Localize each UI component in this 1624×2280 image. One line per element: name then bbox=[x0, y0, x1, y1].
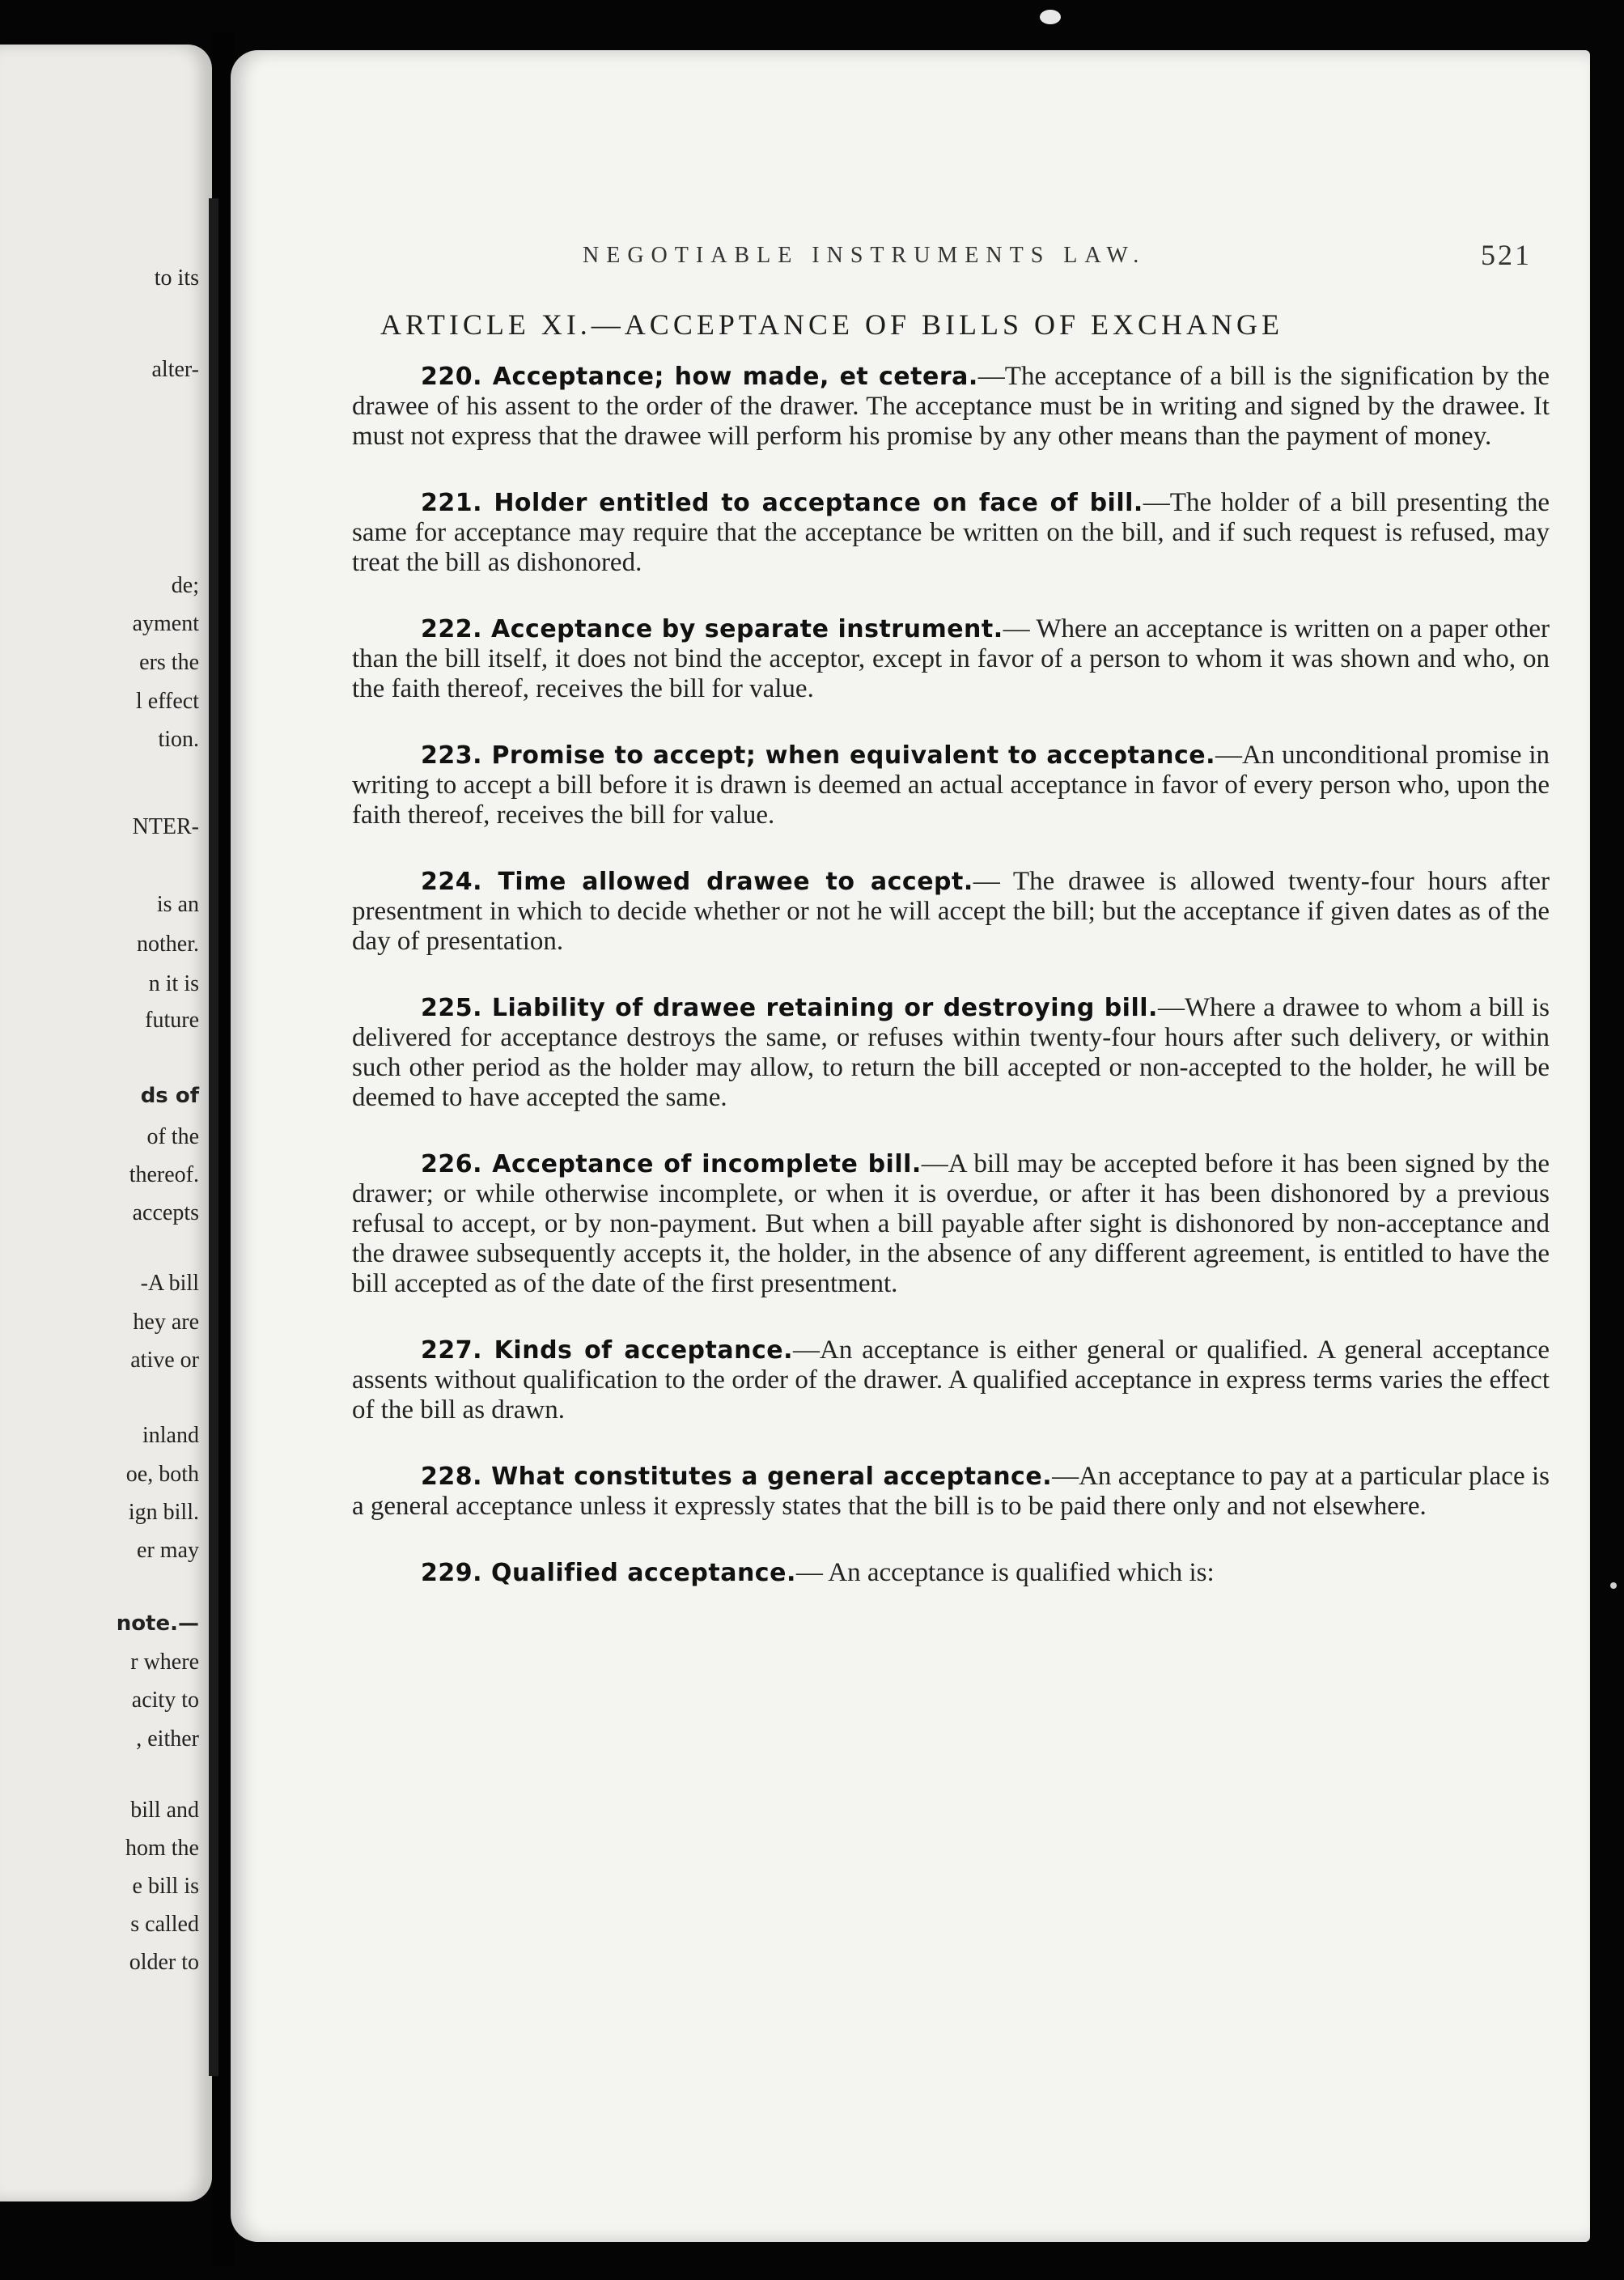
section-heading: 229. Qualified acceptance. bbox=[421, 1559, 796, 1587]
section-body: —A bill may be accepted before it has been signed by the drawer; or while otherwise incomplete, or when it is overdue, or after it has been dishonored by a previous refusal to accept, or by non-payment. But when a bill payable after sight is dishonored by non-acceptance and the drawee subsequently accepts it, the holder, in the absence of any different agreement, is entitled to have the bill accepted as of the date of the first presentment. bbox=[352, 1149, 1550, 1298]
section-heading: 224. Time allowed drawee to accept. bbox=[421, 868, 973, 896]
section-heading: 221. Holder entitled to acceptance on face of bill. bbox=[421, 489, 1143, 517]
article-title: ARTICLE XI.—ACCEPTANCE OF BILLS OF EXCHANGE bbox=[380, 308, 1283, 341]
section-paragraph bbox=[352, 1558, 1550, 1588]
left-page-fragment: hey are bbox=[133, 1310, 199, 1335]
section-heading: 226. Acceptance of incomplete bill. bbox=[421, 1150, 922, 1178]
section-heading: 225. Liability of drawee retaining or destroying bill. bbox=[421, 994, 1158, 1022]
left-page-fragment: , either bbox=[136, 1726, 199, 1751]
section-paragraph bbox=[352, 1462, 1550, 1522]
left-page-fragment: accepts bbox=[132, 1200, 199, 1225]
left-page-fragment: ers the bbox=[139, 650, 199, 675]
section-body: —An unconditional promise in writing to accept a bill before it is drawn is deemed an actual acceptance in favor of every person who, upon the faith thereof, receives the bill for value. bbox=[352, 741, 1550, 830]
running-head-title: NEGOTIABLE INSTRUMENTS LAW. bbox=[583, 243, 1147, 268]
section bbox=[352, 614, 1550, 704]
left-page-fragment: r where bbox=[130, 1649, 199, 1675]
section-paragraph bbox=[352, 867, 1550, 957]
section-body: —Where a drawee to whom a bill is delivered for acceptance destroys the same, or refuses within twenty-four hours after such delivery, or within such other period as the holder may allow, to return the bill accepted or non-accepted to the holder, he will be deemed to have accepted the same. bbox=[352, 993, 1550, 1112]
section-heading: 223. Promise to accept; when equivalent to acceptance. bbox=[421, 741, 1215, 770]
left-page-fragment: ds of bbox=[140, 1084, 199, 1108]
left-page-fragment: inland bbox=[142, 1423, 199, 1448]
left-page-fragment: NTER- bbox=[132, 814, 199, 839]
right-page bbox=[231, 50, 1590, 2242]
left-page-fragment: bill and bbox=[130, 1798, 199, 1823]
section bbox=[352, 741, 1550, 830]
section-paragraph bbox=[352, 993, 1550, 1113]
section-paragraph bbox=[352, 488, 1550, 578]
left-page-fragment: ayment bbox=[132, 611, 199, 636]
section-paragraph bbox=[352, 741, 1550, 830]
section-body: —An acceptance is either general or qualified. A general acceptance assents without qualification to the order of the drawer. A qualified acceptance in express terms varies the effect of the bill as drawn. bbox=[352, 1335, 1550, 1424]
running-head bbox=[583, 239, 1554, 271]
left-page-fragment: note.— bbox=[116, 1611, 199, 1636]
left-page-fragment: tion. bbox=[158, 727, 199, 752]
left-page-fragment: of the bbox=[146, 1124, 199, 1149]
left-page-fragment: oe, both bbox=[125, 1462, 199, 1487]
left-page-fragment: e bill is bbox=[132, 1874, 199, 1899]
left-page-fragment: ign bill. bbox=[128, 1500, 199, 1525]
left-page bbox=[0, 45, 212, 2201]
section-paragraph bbox=[352, 1149, 1550, 1299]
left-page-fragment: alter- bbox=[151, 357, 199, 382]
left-page-fragment: n it is bbox=[148, 971, 199, 996]
section-heading: 222. Acceptance by separate instrument. bbox=[421, 615, 1003, 643]
section bbox=[352, 867, 1550, 957]
left-page-fragment: de; bbox=[171, 573, 199, 598]
left-page-fragment: s called bbox=[130, 1912, 199, 1937]
section bbox=[352, 362, 1550, 452]
left-page-fragment: l effect bbox=[136, 689, 199, 714]
dust-speck bbox=[1040, 10, 1061, 24]
left-page-fragment: thereof. bbox=[129, 1162, 199, 1187]
dust-speck bbox=[1610, 1582, 1617, 1589]
left-page-fragment: is an bbox=[156, 892, 199, 917]
left-page-fragment: -A bill bbox=[140, 1271, 199, 1296]
section-body: — Where an acceptance is written on a paper other than the bill itself, it does not bind the acceptor, except in favor of a person to whom it was shown and who, on the faith thereof, receives the bill for value. bbox=[352, 614, 1550, 703]
text-column bbox=[352, 362, 1550, 1624]
left-page-fragment: future bbox=[145, 1008, 199, 1033]
section bbox=[352, 1149, 1550, 1299]
left-page-fragment: nother. bbox=[137, 932, 199, 957]
section bbox=[352, 488, 1550, 578]
left-page-fragment: older to bbox=[129, 1950, 199, 1975]
section-paragraph bbox=[352, 614, 1550, 704]
spine-shadow bbox=[209, 198, 218, 2076]
section-heading: 228. What constitutes a general acceptance. bbox=[421, 1463, 1053, 1491]
section-heading: 227. Kinds of acceptance. bbox=[421, 1336, 793, 1365]
section-heading: 220. Acceptance; how made, et cetera. bbox=[421, 363, 978, 391]
section bbox=[352, 1335, 1550, 1425]
section-body: —An acceptance to pay at a particular place is a general acceptance unless it expressly states that the bill is to be paid there only and not elsewhere. bbox=[352, 1462, 1550, 1521]
section-body: — The drawee is allowed twenty-four hours after presentment in which to decide whether or not he will accept the bill; but the acceptance if given dates as of the day of presentation. bbox=[352, 867, 1550, 956]
left-page-fragment: to its bbox=[154, 265, 199, 291]
left-page-fragment: er may bbox=[137, 1538, 199, 1563]
left-page-fragment: hom the bbox=[125, 1836, 199, 1861]
left-page-fragment: ative or bbox=[130, 1348, 199, 1373]
page-number: 521 bbox=[1481, 239, 1532, 271]
section bbox=[352, 1462, 1550, 1522]
section-body: — An acceptance is qualified which is: bbox=[795, 1558, 1215, 1587]
section-body: —The acceptance of a bill is the signification by the drawee of his assent to the order of the drawer. The acceptance must be in writing and signed by the drawee. It must not express that the drawee will perform his promise by any other means than the payment of money. bbox=[352, 362, 1550, 451]
left-page-fragment: acity to bbox=[131, 1688, 199, 1713]
section bbox=[352, 993, 1550, 1113]
section-body: —The holder of a bill presenting the same for acceptance may require that the acceptance be written on the bill, and if such request is refused, may treat the bill as dishonored. bbox=[352, 488, 1550, 577]
section-paragraph bbox=[352, 362, 1550, 452]
section-paragraph bbox=[352, 1335, 1550, 1425]
section bbox=[352, 1558, 1550, 1588]
